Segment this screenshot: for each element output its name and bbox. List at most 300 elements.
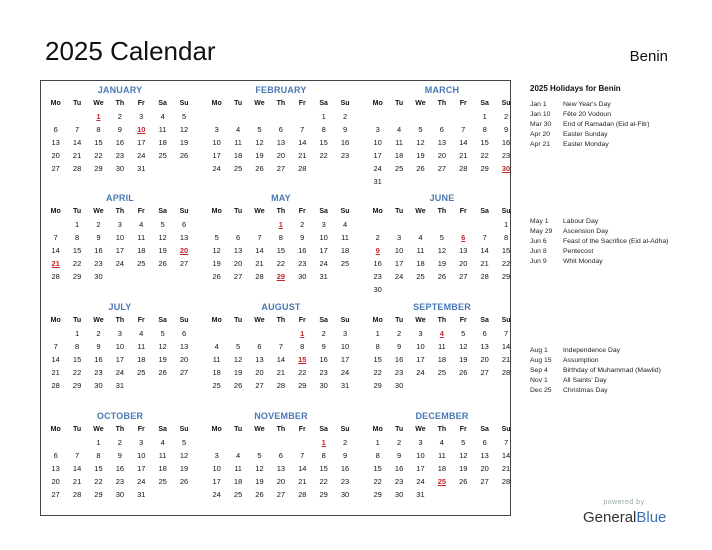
day-cell: 8 [375,342,380,351]
weekday-label: Th [276,426,286,433]
day-cell [292,110,313,123]
day-cell: 19 [459,355,468,364]
weekday-label: Sa [158,100,167,107]
day-cell [270,327,291,340]
day-cell: 8 [96,451,101,460]
weekday-label: Mo [372,426,383,433]
day-cell: 1 [75,329,80,338]
day-cell: 26 [179,151,189,160]
day-cell: 20 [459,259,468,268]
day-cell: 26 [158,259,167,268]
holiday-date: Jun 8 [530,248,547,255]
day-cell [152,162,173,175]
day-cell: 28 [298,164,307,173]
holiday-name: Whit Monday [563,258,603,265]
day-cell: 4 [160,438,165,447]
week-row [206,257,356,270]
day-cell [227,436,248,449]
week-row [45,462,195,475]
day-cell: 9 [397,342,402,351]
day-cell: 2 [300,220,305,229]
day-cell: 11 [416,246,425,255]
weekday-label: Th [437,317,447,324]
weekday-label: Th [276,208,286,215]
day-cell: 19 [416,151,425,160]
day-cell: 17 [137,138,146,147]
month-july [45,300,195,392]
holiday-name: Independence Day [563,347,621,354]
weekday-label: Sa [480,208,489,215]
day-cell: 24 [340,368,350,377]
day-cell: 2 [96,220,101,229]
day-cell [367,218,388,231]
holiday-name: Christmas Day [563,387,608,394]
day-cell [173,270,194,283]
day-cell: 31 [373,177,382,186]
month-name: OCTOBER [96,411,144,421]
day-cell: 3 [139,438,144,447]
weekday-label: We [415,100,426,107]
powered-by-label: powered by [603,499,645,506]
holiday-name: Feast of the Sacrifice (Eid al-Adha) [563,238,669,245]
month-february [206,83,356,175]
day-cell: 10 [115,342,125,351]
holiday-item [530,130,680,140]
week-row [45,162,195,175]
day-cell: 13 [276,464,286,473]
week-row [45,449,195,462]
day-cell: 4 [418,233,423,242]
day-cell: 18 [394,151,404,160]
day-cell [431,379,452,392]
day-cell [45,218,66,231]
weekday-label: Tu [73,100,82,107]
weekday-label: Th [437,426,447,433]
day-cell [388,175,409,188]
holiday-item [530,356,680,366]
holiday-day-cell: 6 [461,233,466,242]
month-august [206,300,356,392]
day-cell [453,283,474,296]
day-cell: 5 [181,112,187,121]
week-row [206,366,356,379]
day-cell: 22 [480,151,489,160]
holiday-day-cell: 15 [298,355,307,364]
week-row [367,175,517,188]
day-cell [388,218,409,231]
week-row [367,270,517,283]
day-cell: 12 [437,246,447,255]
day-cell [453,379,474,392]
weekday-label: We [254,208,265,215]
day-cell: 1 [75,220,80,229]
week-row [45,149,195,162]
day-cell: 12 [459,342,468,351]
day-cell: 12 [158,342,167,351]
week-row [206,488,356,501]
day-cell: 9 [503,125,509,134]
day-cell: 31 [416,490,425,499]
day-cell: 22 [94,477,103,486]
weekday-header [206,423,356,436]
day-cell [388,110,409,123]
day-cell: 24 [137,151,146,160]
day-cell: 13 [480,451,489,460]
day-cell: 7 [482,233,487,242]
day-cell: 10 [340,342,350,351]
day-cell: 11 [341,233,349,242]
day-cell: 12 [179,451,189,460]
day-cell [431,218,452,231]
day-cell: 29 [94,164,103,173]
holiday-list-title: 2025 Holidays for Benin [530,84,621,93]
week-row [367,231,517,244]
day-cell: 5 [214,233,219,242]
weekday-label: Th [437,208,447,215]
holiday-date: Aug 15 [530,357,552,364]
day-cell: 4 [214,342,219,351]
weekday-label: Mo [50,208,61,215]
weekday-label: We [254,100,265,107]
day-cell: 8 [75,342,80,351]
day-cell: 9 [342,451,348,460]
week-row [367,283,517,296]
day-cell: 9 [300,233,305,242]
day-cell: 2 [117,112,122,121]
day-cell: 22 [501,259,511,268]
day-cell: 13 [255,355,264,364]
day-cell [453,175,474,188]
weekday-label: Sa [158,208,167,215]
day-cell: 21 [459,151,468,160]
day-cell: 21 [501,464,511,473]
weekday-label: We [415,426,426,433]
day-cell: 17 [137,464,146,473]
day-cell: 29 [373,490,382,499]
day-cell: 4 [236,125,241,134]
day-cell [474,379,495,392]
holiday-date: Apr 21 [530,141,551,148]
brand-logo [583,509,666,526]
holiday-item [530,217,680,227]
day-cell: 18 [416,259,425,268]
day-cell: 17 [115,355,125,364]
day-cell: 21 [298,151,307,160]
day-cell: 31 [137,164,146,173]
holiday-item [530,100,680,110]
day-cell: 15 [373,464,382,473]
weekday-label: Sa [480,317,489,324]
day-cell: 16 [394,464,404,473]
month-name: JULY [108,302,132,312]
week-row [206,244,356,257]
day-cell [410,175,431,188]
day-cell: 24 [212,164,221,173]
day-cell: 4 [439,438,444,447]
day-cell: 30 [115,490,125,499]
day-cell: 22 [319,477,328,486]
day-cell: 14 [255,246,264,255]
day-cell: 27 [233,272,243,281]
day-cell: 17 [416,355,425,364]
week-row [206,475,356,488]
day-cell: 28 [501,477,511,486]
holiday-day-cell: 9 [375,246,380,255]
day-cell [249,110,270,123]
month-october [45,409,195,501]
day-cell: 2 [96,329,101,338]
country-label: Benin [629,48,668,65]
day-cell: 28 [255,272,264,281]
day-cell: 14 [51,355,60,364]
day-cell: 21 [298,477,307,486]
day-cell: 1 [482,112,487,121]
holiday-day-cell: 1 [321,438,326,447]
holiday-day-cell: 1 [278,220,283,229]
day-cell: 15 [480,138,489,147]
day-cell: 27 [255,381,264,390]
day-cell: 13 [51,138,60,147]
weekday-label: Tu [234,426,243,433]
day-cell: 13 [179,342,189,351]
day-cell: 2 [321,329,326,338]
week-row [45,123,195,136]
day-cell: 11 [437,342,446,351]
day-cell: 28 [51,272,60,281]
day-cell [334,270,355,283]
day-cell: 14 [298,464,307,473]
day-cell: 5 [439,233,444,242]
day-cell: 13 [437,138,447,147]
holiday-date: Jan 10 [530,111,551,118]
day-cell: 26 [179,477,189,486]
day-cell: 21 [480,259,489,268]
holiday-group [530,217,680,267]
day-cell: 11 [137,233,146,242]
holiday-group [530,346,680,396]
day-cell: 9 [96,233,101,242]
weekday-header [367,205,517,218]
day-cell: 23 [394,477,404,486]
day-cell: 3 [214,451,219,460]
month-september [367,300,517,392]
day-cell: 24 [373,164,382,173]
day-cell [45,110,66,123]
day-cell: 12 [416,138,425,147]
day-cell: 25 [137,368,146,377]
day-cell: 14 [72,138,82,147]
day-cell: 18 [137,246,146,255]
day-cell: 26 [437,272,447,281]
day-cell: 3 [342,329,348,338]
holiday-name: Pentecost [563,248,594,255]
day-cell: 29 [94,490,103,499]
day-cell [453,218,474,231]
day-cell: 23 [94,368,103,377]
day-cell: 22 [298,368,307,377]
day-cell: 21 [501,355,511,364]
day-cell [173,162,194,175]
day-cell: 24 [115,259,125,268]
day-cell [453,488,474,501]
day-cell [227,327,248,340]
holiday-name: New Year's Day [563,101,611,108]
day-cell: 8 [278,233,283,242]
weekday-header [367,314,517,327]
day-cell: 6 [236,233,241,242]
day-cell: 13 [51,464,60,473]
day-cell: 1 [375,438,380,447]
day-cell: 29 [298,381,307,390]
weekday-label: We [254,317,265,324]
day-cell: 8 [321,451,326,460]
month-name: DECEMBER [415,411,469,421]
day-cell: 21 [276,368,286,377]
day-cell: 18 [158,464,167,473]
day-cell: 27 [276,164,286,173]
week-row [367,379,517,392]
day-cell: 21 [51,368,60,377]
weekday-label: Tu [234,317,243,324]
day-cell: 23 [115,477,125,486]
holiday-date: Nov 1 [530,377,548,384]
day-cell: 22 [276,259,286,268]
weekday-label: Su [179,100,189,107]
day-cell: 29 [373,381,382,390]
day-cell: 15 [319,138,328,147]
weekday-label: Sa [319,426,328,433]
day-cell: 16 [373,259,382,268]
week-row [45,136,195,149]
day-cell: 11 [158,451,167,460]
day-cell: 6 [482,329,487,338]
day-cell: 7 [461,125,466,134]
day-cell: 17 [212,151,221,160]
month-name: MARCH [424,85,460,95]
weekday-label: Su [340,426,350,433]
weekday-label: We [93,317,104,324]
day-cell [313,162,334,175]
week-row [45,244,195,257]
day-cell: 2 [397,438,402,447]
week-row [45,436,195,449]
day-cell [388,283,409,296]
week-row [45,353,195,366]
day-cell [431,175,452,188]
calendar-grid [40,80,511,516]
day-cell: 30 [115,164,125,173]
week-row [367,162,517,175]
weekday-label: Mo [211,100,222,107]
weekday-header [45,423,195,436]
weekday-label: Tu [395,208,404,215]
day-cell: 26 [158,368,167,377]
day-cell: 10 [137,451,146,460]
weekday-label: Tu [395,426,404,433]
week-row [367,110,517,123]
day-cell: 7 [278,342,283,351]
week-row [206,270,356,283]
day-cell: 6 [181,329,187,338]
day-cell: 8 [503,233,509,242]
week-row [206,449,356,462]
day-cell: 13 [179,233,189,242]
day-cell: 28 [51,381,60,390]
weekday-header [45,97,195,110]
day-cell: 12 [255,138,264,147]
month-name: JUNE [429,193,455,203]
day-cell [270,436,291,449]
day-cell: 22 [94,151,103,160]
day-cell: 5 [461,438,466,447]
brand-name-first: General [583,509,637,526]
day-cell: 14 [459,138,468,147]
day-cell: 2 [375,233,380,242]
day-cell: 27 [480,477,489,486]
week-row [367,218,517,231]
day-cell: 5 [236,342,241,351]
brand-name-second: Blue [636,509,667,526]
week-row [367,366,517,379]
day-cell: 19 [255,477,264,486]
day-cell: 19 [158,355,167,364]
day-cell: 19 [179,138,189,147]
day-cell: 19 [437,259,447,268]
weekday-label: Tu [234,100,243,107]
week-row [206,379,356,392]
week-row [367,244,517,257]
month-january [45,83,195,175]
day-cell: 8 [300,342,305,351]
holiday-item [530,366,680,376]
weekday-label: Mo [211,317,222,324]
day-cell: 31 [340,381,350,390]
holiday-name: Assumption [563,357,599,364]
day-cell: 4 [139,220,144,229]
day-cell: 20 [276,151,286,160]
day-cell: 22 [373,477,382,486]
day-cell: 1 [375,329,380,338]
day-cell: 4 [342,220,348,229]
day-cell: 12 [233,355,243,364]
day-cell: 25 [233,164,243,173]
week-row [367,149,517,162]
month-december [367,409,517,501]
day-cell [45,436,66,449]
day-cell: 29 [319,490,328,499]
day-cell: 7 [300,451,305,460]
day-cell [206,327,227,340]
weekday-label: Mo [211,426,222,433]
day-cell: 27 [437,164,447,173]
day-cell: 11 [137,342,146,351]
day-cell: 19 [212,259,221,268]
week-row [367,462,517,475]
weekday-label: We [93,426,104,433]
day-cell: 27 [276,490,286,499]
weekday-label: Tu [73,317,82,324]
day-cell: 20 [437,151,447,160]
day-cell: 4 [236,451,241,460]
day-cell [453,110,474,123]
weekday-label: Th [276,317,286,324]
weekday-label: We [415,317,426,324]
week-row [367,257,517,270]
day-cell: 30 [298,272,307,281]
holiday-name: Easter Monday [563,141,609,148]
day-cell: 11 [158,125,167,134]
day-cell: 23 [298,259,307,268]
